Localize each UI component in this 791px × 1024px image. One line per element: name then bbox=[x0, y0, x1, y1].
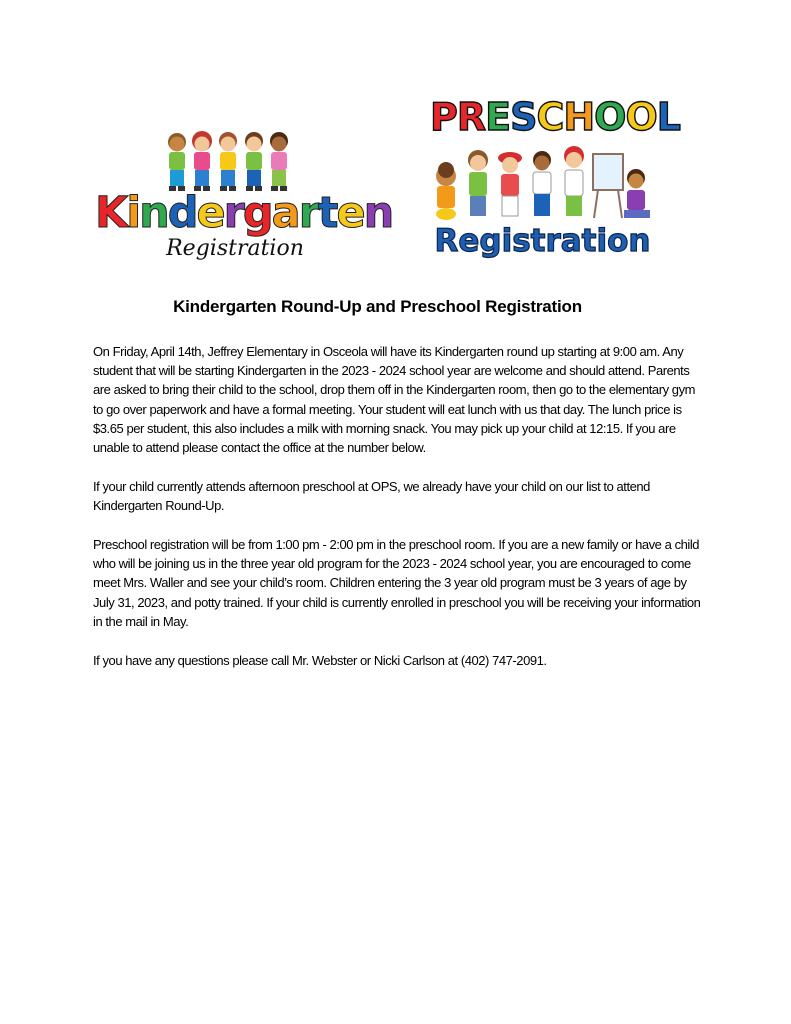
kid-figure bbox=[564, 146, 584, 216]
logo-letter: E bbox=[485, 95, 511, 139]
logo-letter: d bbox=[167, 188, 197, 238]
logo-letter: i bbox=[126, 188, 140, 238]
logo-letter: O bbox=[625, 95, 657, 139]
logo-letter: P bbox=[430, 95, 457, 139]
easel-icon bbox=[593, 154, 623, 218]
kid-figure bbox=[436, 162, 456, 220]
kid-figure bbox=[168, 133, 186, 191]
paragraph-contact: If you have any questions please call Mr. Webster or Nicki Carlson at (402) 747-2091. bbox=[93, 653, 547, 668]
kid-figure bbox=[245, 132, 263, 191]
logo-letter: e bbox=[196, 188, 224, 238]
logo-letter: n bbox=[363, 188, 393, 238]
preschool-logo-subtitle: Registration bbox=[434, 223, 651, 259]
document-title: Kindergarten Round-Up and Preschool Registration bbox=[173, 297, 582, 316]
logo-letter: r bbox=[223, 188, 243, 238]
kindergarten-registration-logo bbox=[95, 128, 393, 270]
kid-figure bbox=[533, 151, 551, 216]
logo-letter: e bbox=[336, 188, 364, 238]
logo-letter: g bbox=[242, 188, 272, 238]
logo-letter: t bbox=[317, 188, 337, 238]
logo-letter: S bbox=[510, 95, 537, 139]
logo-letter: H bbox=[563, 95, 595, 139]
kid-figure bbox=[468, 150, 488, 216]
logo-letter: L bbox=[656, 95, 681, 139]
kid-figure bbox=[219, 132, 237, 191]
logo-letter: a bbox=[271, 188, 299, 238]
kindergarten-kids-illustration bbox=[163, 128, 293, 194]
logo-letter: R bbox=[456, 95, 486, 139]
logo-letter: C bbox=[536, 95, 564, 139]
kid-figure bbox=[498, 152, 522, 216]
kid-figure bbox=[192, 131, 212, 191]
logo-letter: K bbox=[95, 188, 127, 238]
logo-letter: O bbox=[594, 95, 626, 139]
kindergarten-wordmark bbox=[95, 188, 393, 238]
preschool-wordmark bbox=[430, 95, 681, 139]
kid-figure bbox=[270, 132, 288, 191]
logo-letter: n bbox=[139, 188, 168, 238]
paragraph-kindergarten-round-up: On Friday, April 14th, Jeffrey Elementary in Osceola will have its Kindergarten round up starting at 9:00 am. Any student that will be starting Kindergarten in the 2023 - 2024 school year are welcome and should attend. Parents are asked to bring their child to the school, drop them off in the Kindergarten room, then go to the elementary gym to go over paperwork and have a formal meeting. Your student will eat lunch with us that day. The lunch price is $3.65 per student, this also includes a milk with morning snack. You may pick up your child at 12:15. If you are unable to attend please contact the office at the number below. bbox=[93, 344, 695, 456]
preschool-kids-illustration bbox=[428, 146, 658, 226]
paragraph-preschool-registration: Preschool registration will be from 1:00 pm - 2:00 pm in the preschool room. If you are a new family or have a child who will be joining us in the three year old program for the 2023 - 2024 school year, you are encouraged to come meet Mrs. Waller and see your child’s room. Children entering the 3 year old program must be 3 years of age by July 31, 2023, and potty trained. If your child is currently enrolled in preschool you will be receiving your information in the mail in May. bbox=[93, 537, 701, 629]
paragraph-afternoon-preschool: If your child currently attends afternoon preschool at OPS, we already have your child on our list to attend Kindergarten Round-Up. bbox=[93, 479, 650, 514]
kid-figure bbox=[624, 169, 650, 218]
preschool-registration-logo bbox=[425, 95, 681, 268]
kindergarten-logo-subtitle: Registration bbox=[166, 236, 304, 261]
logo-letter: r bbox=[298, 188, 318, 238]
